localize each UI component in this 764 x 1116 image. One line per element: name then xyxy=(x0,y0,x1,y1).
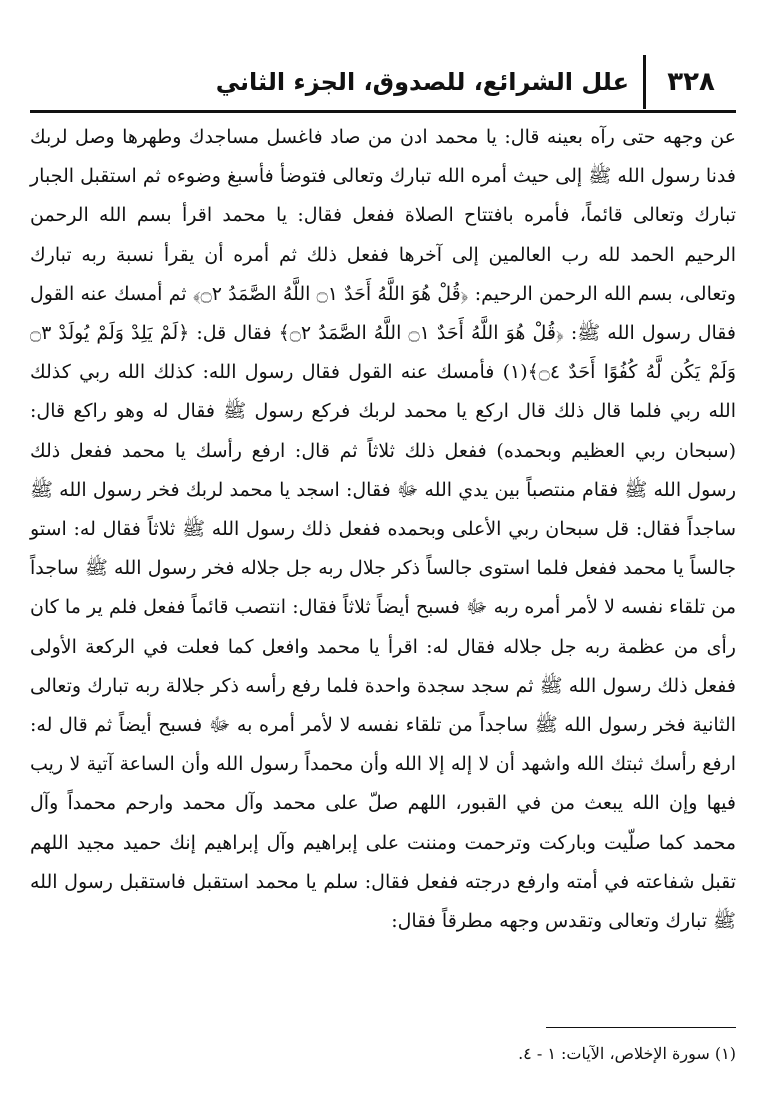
main-text xyxy=(30,118,736,941)
page-number: ٣٢٨ xyxy=(667,67,715,97)
header-divider xyxy=(643,55,646,109)
footnote-divider xyxy=(546,1027,736,1028)
running-title: علل الشرائع، للصدوق، الجزء الثاني xyxy=(215,68,629,96)
header-rule xyxy=(30,110,736,113)
footnote: (١) سورة الإخلاص، الآيات: ١ - ٤. xyxy=(518,1044,736,1063)
page-header xyxy=(30,55,736,109)
body-paragraph: عن وجهه حتى رآه بعينه قال: يا محمد ادن من صاد فاغسل مساجدك وطهرها وصل لربك فدنا رسول الله ﷺ إلى حيث أمره الله تبارك وتعالى فتوضأ فأسبغ وضوءه ثم استقبل الجبار تبارك وتعالى قائماً، فأمره بافتتاح الصلاة ففعل فقال: يا محمد اقرأ بسم الله الرحمن الرحيم الحمد لله رب العالمين إلى آخرها ففعل ذلك ثم أمره أن يقرأ نسبة ربه تبارك وتعالى، بسم الله الرحمن الرحيم: ﴿قُلْ هُوَ اللَّهُ أَحَدٌ ۝١ اللَّهُ الصَّمَدُ ۝٢﴾ ثم أمسك عنه القول فقال رسول الله ﷺ: ﴿قُلْ هُوَ اللَّهُ أَحَدٌ ۝١ اللَّهُ الصَّمَدُ ۝٢﴾ فقال قل: ﴿لَمْ يَلِدْ وَلَمْ يُولَدْ ۝٣ وَلَمْ يَكُن لَّهُ كُفُوًا أَحَدٌ ۝٤﴾(١) فأمسك عنه القول فقال رسول الله: كذلك الله ربي كذلك الله ربي فلما قال ذلك قال اركع يا محمد لربك فركع رسول ﷺ فقال له وهو راكع قال: (سبحان ربي العظيم وبحمده) ففعل ذلك ثلاثاً ثم قال: ارفع رأسك يا محمد ففعل ذلك رسول الله ﷺ فقام منتصباً بين يدي الله ﷻ فقال: اسجد يا محمد لربك فخر رسول الله ﷺ ساجداً فقال: قل سبحان ربي الأعلى وبحمده ففعل ذلك رسول الله ﷺ ثلاثاً فقال له: استو جالساً يا محمد ففعل فلما استوى جالساً ذكر جلال ربه جل جلاله فخر رسول الله ﷺ ساجداً من تلقاء نفسه لا لأمر أمره ربه ﷻ فسبح أيضاً ثلاثاً فقال: انتصب قائماً ففعل فلم ير ما كان رأى من عظمة ربه جل جلاله فقال له: اقرأ يا محمد وافعل كما فعلت في الركعة الأولى ففعل ذلك رسول الله ﷺ ثم سجد سجدة واحدة فلما رفع رأسه ذكر جلالة ربه تبارك وتعالى الثانية فخر رسول الله ﷺ ساجداً من تلقاء نفسه لا لأمر أمره به ﷻ فسبح أيضاً ثم قال له: ارفع رأسك ثبتك الله واشهد أن لا إله إلا الله وأن محمداً رسول الله وأن الساعة آتية لا ريب فيها وإن الله يبعث من في القبور، اللهم صلّ على محمد وآل محمد وارحم محمداً وآل محمد كما صلّيت وباركت وترحمت ومننت على إبراهيم وآل إبراهيم إنك حميد مجيد اللهم تقبل شفاعته في أمته وارفع درجته ففعل فقال: سلم يا محمد استقبل فاستقبل رسول الله ﷺ تبارك وتعالى وتقدس وجهه مطرقاً فقال: xyxy=(30,126,736,933)
